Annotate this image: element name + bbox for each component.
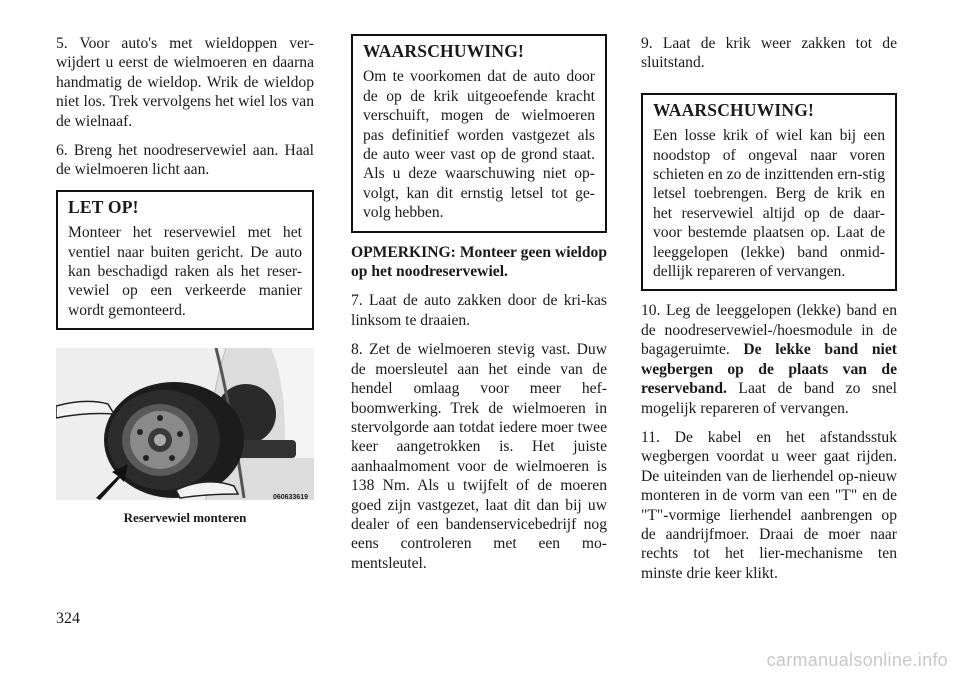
step-8-text: 8. Zet de wielmoeren stevig vast. Duw de moersleutel aan het einde van de hendel omlaag voor meer hef-boomwerking. Trek de wielmoeren in stervolgorde aan totdat iedere moer twee keer aangetrokken is. Het juiste aanhaalmoment voor de wielmoeren is 138 Nm. Als u twijfelt of de moeren goed zijn vastgezet, laat dit dan bij uw dealer of een bandenservicebedrijf nog eens controleren met een mo-mentsleutel. [351,341,607,572]
step-11-text: 11. De kabel en het afstandsstuk wegbergen voordat u weer gaat rijden. De uiteinden van de lierhendel op-nieuw monteren in de vorm van een "T" en de "T"-vormige lierhendel aanbrengen op de aandrijfmoer. Draai de moer naar rechts tot het lier-mechanisme ten minste drie keer klikt. [641,428,897,582]
spare-wheel-illustration [56,348,314,500]
warning-text-2: Een losse krik of wiel kan bij een noodstop of ongeval naar voren schieten en zo de inzittenden ern-stig letsel toebrengen. Berg de krik en het reservewiel altijd op de daar-voor bestemde plaatsen op. Laat de leeggelopen (lekke) band onmid-dellijk repareren of vervangen. [653,127,885,281]
caution-text: Monteer het reservewiel met het ventiel naar buiten gericht. De auto kan beschadigd raken als het reser-vewiel op een verkeerde manier wordt gemonteerd. [68,224,302,319]
spare-wheel-drawing [56,348,314,500]
note-text [351,243,607,282]
step-10-post: Laat de band zo snel mogelijk repareren of vervangen. [641,380,897,417]
column-right [641,34,897,593]
caution-title: LET OP! [68,196,139,217]
warning-text-1: Om te voorkomen dat de auto door de op de krik uitgeoefende kracht verschuift, mogen de wielmoeren pas definitief worden vastgezet als de auto weer vast op de grond staat. Als u deze waarschuwing niet op-volgt, kan dit ernstig letsel tot ge-volg hebben. [363,68,595,222]
warning-box-1 [351,34,607,233]
watermark: carmanualsonline.info [766,650,948,670]
step-10-text [641,301,897,417]
column-left [56,34,314,528]
figure-code: 060633619 [272,494,308,502]
page-number: 324 [56,610,80,627]
warning-box-2 [641,93,897,292]
step-5-text: 5. Voor auto's met wieldoppen ver-wijdert u eerst de wielmoeren en daarna handmatig de wieldop. Wrik de wieldop niet los. Trek vervolgens het wiel los van de wielnaaf. [56,35,314,130]
figure-caption: Reservewiel monteren [123,510,247,526]
step-7-text: 7. Laat de auto zakken door de kri-kas linksom te draaien. [351,292,607,329]
warning-title-1: WAARSCHUWING! [363,41,525,61]
step-9-text: 9. Laat de krik weer zakken tot de sluitstand. [641,35,897,72]
column-middle [351,34,607,583]
step-10-pre: 10. Leg de leeggelopen (lekke) band en de noodreservewiel-/hoesmodule in de bagageruimte. [641,302,897,359]
step-10-bold: De lekke band niet wegbergen op de plaats van de reserveband. [641,341,897,398]
note-bold: OPMERKING: Monteer geen wieldop op het noodreservewiel. [351,243,607,281]
warning-title-2: WAARSCHUWING! [653,99,815,120]
caution-box [56,190,314,330]
step-6-text: 6. Breng het noodreservewiel aan. Haal de wielmoeren licht aan. [56,142,314,179]
